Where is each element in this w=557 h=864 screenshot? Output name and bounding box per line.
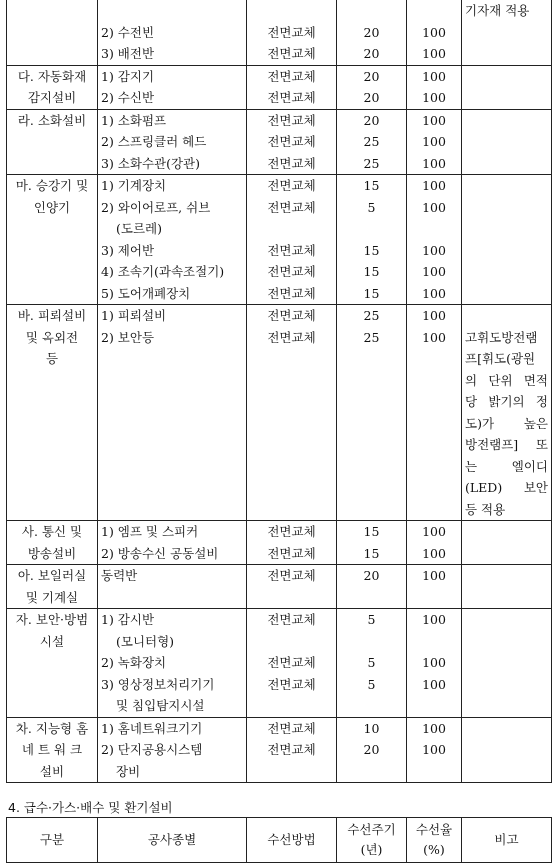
work-type-item: 1) 감시반: [101, 612, 155, 627]
category-line: 다. 자동화재: [17, 68, 87, 84]
category-line: 및 옥외전: [25, 329, 79, 345]
cycle-value: 15: [363, 264, 380, 279]
table-row: [7, 305, 552, 521]
header-category: 구분: [7, 818, 98, 863]
repair-schedule-body: [7, 0, 552, 783]
rate-value: 100: [422, 655, 446, 670]
rate-cell: [407, 65, 462, 109]
method-value: 전면교체: [267, 329, 316, 345]
rate-value: 100: [422, 199, 446, 215]
cycle-cell: [337, 109, 407, 175]
category-line: 라. 소화설비: [17, 112, 87, 128]
rate-value: 100: [422, 329, 446, 345]
note-line: 도)가 높은: [465, 415, 548, 431]
header-cycle-line1: 수선주기: [347, 822, 396, 837]
cycle-value: 20: [363, 46, 380, 61]
note-line: 는 엘이디: [465, 458, 548, 474]
work-type-cell: [98, 109, 247, 175]
rate-value: 100: [422, 155, 446, 171]
work-type-item-cont: 및 침입탐지시설: [116, 698, 205, 713]
table-row: [7, 717, 552, 783]
spacer: [465, 305, 548, 327]
rate-value: 100: [422, 308, 446, 323]
table-row: [7, 175, 552, 305]
cycle-value: 20: [363, 568, 380, 583]
spacer: [410, 631, 458, 653]
note-cell: [462, 565, 552, 609]
work-type-item: 1) 감지기: [101, 68, 155, 84]
method-cell: [247, 109, 337, 175]
rate-value: [410, 0, 458, 22]
cycle-value: 15: [363, 524, 380, 539]
work-type-item-cont: (도르레): [116, 221, 162, 236]
cycle-value: 20: [363, 112, 380, 128]
cycle-cell: [337, 521, 407, 565]
work-type-item: 2) 수신반: [101, 90, 155, 105]
cycle-value: 20: [363, 24, 380, 40]
spacer: [340, 218, 403, 240]
cycle-value: 25: [363, 329, 380, 345]
rate-cell: [407, 175, 462, 305]
method-cell: [247, 175, 337, 305]
rate-value: 100: [422, 242, 446, 258]
rate-value: 100: [422, 264, 446, 279]
category-line: 마. 승강기 및: [15, 178, 89, 193]
rate-cell: [407, 109, 462, 175]
category-line: 방송설비: [27, 545, 77, 561]
rate-cell: [407, 609, 462, 718]
work-type-item: 3) 배전반: [101, 46, 155, 61]
method-value: 전면교체: [267, 264, 316, 279]
cycle-cell: [337, 305, 407, 521]
cycle-value: 5: [367, 676, 376, 692]
note-cell: [462, 609, 552, 718]
work-type-item: 2) 방송수신 공동설비: [101, 545, 219, 561]
table-row: [7, 565, 552, 609]
spacer: [250, 695, 333, 717]
cycle-value: 5: [367, 655, 376, 670]
cycle-value: 15: [363, 545, 380, 561]
work-type-item: 3) 소화수관(강관): [101, 155, 201, 171]
method-value: 전면교체: [267, 720, 316, 736]
category-cell: [7, 565, 98, 609]
work-type-item-cont: (모니터형): [116, 633, 175, 649]
header-row: [7, 818, 552, 863]
method-cell: [247, 609, 337, 718]
cycle-value: 15: [363, 178, 380, 193]
method-value: 전면교체: [267, 24, 316, 40]
work-type-cell: [98, 0, 247, 65]
cycle-cell: [337, 0, 407, 65]
work-type-item: 5) 도어개폐장치: [101, 285, 191, 301]
method-value: 전면교체: [267, 676, 316, 692]
rate-value: 100: [422, 524, 446, 539]
note-cell: [462, 0, 552, 65]
category-cell: [7, 109, 98, 175]
work-type-item: 3) 제어반: [101, 242, 155, 258]
category-cell: [7, 609, 98, 718]
spacer: [250, 218, 333, 240]
rate-value: 100: [422, 112, 446, 128]
spacer: [250, 631, 333, 653]
note-line: (LED) 보안: [465, 480, 548, 495]
cycle-value: 25: [363, 308, 380, 323]
rate-value: 100: [422, 285, 446, 301]
rate-cell: [407, 565, 462, 609]
method-value: 전면교체: [267, 155, 316, 171]
category-cell: [7, 717, 98, 783]
table-row: [7, 0, 552, 65]
cycle-value: 20: [363, 68, 380, 84]
method-value: 전면교체: [267, 90, 316, 105]
category-line: 및 기계실: [25, 589, 79, 605]
cycle-value: 10: [363, 720, 380, 736]
rate-cell: [407, 305, 462, 521]
category-line: 등: [45, 351, 59, 366]
method-cell: [247, 0, 337, 65]
table-row: [7, 65, 552, 109]
cycle-cell: [337, 65, 407, 109]
cycle-value: [340, 0, 403, 22]
method-cell: [247, 305, 337, 521]
table-row: [7, 521, 552, 565]
header-rate: [407, 818, 462, 863]
cycle-value: 15: [363, 242, 380, 258]
method-value: 전면교체: [267, 612, 316, 627]
work-type-cell: [98, 609, 247, 718]
repair-schedule-table: [6, 0, 552, 783]
category-line: 사. 통신 및: [21, 524, 83, 539]
method-cell: [247, 521, 337, 565]
section4-header-table: [6, 817, 552, 863]
method-value: 전면교체: [267, 199, 316, 215]
rate-value: 100: [422, 178, 446, 193]
note-line: 프[휘도(광원: [465, 351, 536, 366]
category-cell: [7, 305, 98, 521]
work-type-item: [101, 0, 243, 22]
work-type-item-cont: 장비: [116, 763, 141, 779]
cycle-cell: [337, 175, 407, 305]
header-work-type: 공사종별: [98, 818, 247, 863]
work-type-item: 1) 홈네트워크기기: [101, 720, 203, 736]
cycle-value: 25: [363, 155, 380, 171]
work-type-cell: [98, 717, 247, 783]
cycle-value: 5: [367, 612, 376, 627]
note-line: 고휘도방전램: [465, 329, 538, 345]
work-type-item: 2) 수전빈: [101, 24, 155, 40]
category-line: 네 트 워 크: [21, 742, 83, 757]
table-row: [7, 609, 552, 718]
work-type-item: 1) 피뢰설비: [101, 308, 167, 323]
method-value: 전면교체: [267, 178, 316, 193]
rate-value: 100: [422, 134, 446, 149]
header-rate-line1: 수선율: [415, 822, 453, 837]
category-line: 시설: [39, 633, 65, 649]
category-line: 자. 보안·방범: [15, 612, 89, 627]
cycle-cell: [337, 565, 407, 609]
section-title: 4. 급수·가스·배수 및 환기설비: [8, 800, 173, 815]
spacer: [340, 761, 403, 783]
cycle-cell: [337, 609, 407, 718]
work-type-item: 4) 조속기(과속조절기): [101, 264, 225, 279]
cycle-value: 25: [363, 134, 380, 149]
rate-cell: [407, 521, 462, 565]
note-line: 방전램프] 또: [465, 437, 548, 452]
note-cell: [462, 65, 552, 109]
category-line: 바. 피뢰설비: [17, 308, 87, 323]
spacer: [410, 761, 458, 783]
note-cell: [462, 175, 552, 305]
spacer: [250, 761, 333, 783]
rate-value: 100: [422, 90, 446, 105]
rate-value: 100: [422, 676, 446, 692]
header-method: 수선방법: [247, 818, 337, 863]
work-type-cell: [98, 65, 247, 109]
rate-value: 100: [422, 612, 446, 627]
method-value: 전면교체: [267, 242, 316, 258]
method-value: 전면교체: [267, 285, 316, 301]
category-cell: [7, 0, 98, 65]
note-line: 당 밝기의 정: [465, 394, 548, 409]
method-value: 전면교체: [267, 46, 316, 61]
header-rate-line2: (%): [423, 842, 445, 857]
category-line: 감지설비: [27, 90, 77, 105]
work-type-cell: [98, 175, 247, 305]
cycle-value: 5: [367, 199, 376, 215]
cycle-cell: [337, 717, 407, 783]
category-cell: [7, 521, 98, 565]
category-line: 인양기: [33, 199, 71, 215]
rate-value: 100: [422, 545, 446, 561]
category-cell: [7, 65, 98, 109]
work-type-item: 3) 영상정보처리기기: [101, 676, 215, 692]
work-type-item: 2) 와이어로프, 쉬브: [101, 199, 211, 215]
note-cell: [462, 109, 552, 175]
cycle-value: 20: [363, 90, 380, 105]
rate-cell: [407, 0, 462, 65]
method-value: 전면교체: [267, 742, 316, 757]
note-cell: [462, 521, 552, 565]
spacer: [340, 695, 403, 717]
rate-value: 100: [422, 68, 446, 84]
work-type-item: 1) 소화펌프: [101, 112, 167, 128]
note-line: 등 적용: [465, 501, 506, 517]
rate-value: 100: [422, 742, 446, 757]
header-cycle: [337, 818, 407, 863]
rate-cell: [407, 717, 462, 783]
header-note: 비고: [462, 818, 552, 863]
note-line: 기자재 적용: [465, 3, 530, 18]
note-cell: [462, 717, 552, 783]
spacer: [410, 695, 458, 717]
note-line: 의 단위 면적: [465, 372, 548, 388]
work-type-item: 2) 스프링클러 헤드: [101, 134, 207, 149]
category-line: 차. 지능형 홈: [15, 720, 89, 736]
header-cycle-line2: (년): [360, 842, 383, 857]
spacer: [410, 218, 458, 240]
method-cell: [247, 565, 337, 609]
rate-value: 100: [422, 24, 446, 40]
work-type-item: 2) 녹화장치: [101, 655, 167, 670]
category-line: 설비: [39, 763, 65, 779]
work-type-item: 1) 엠프 및 스피커: [101, 524, 199, 539]
method-value: 전면교체: [267, 134, 316, 149]
note-cell: [462, 305, 552, 521]
method-value: 전면교체: [267, 308, 316, 323]
method-value: 전면교체: [267, 524, 316, 539]
table-row: [7, 109, 552, 175]
rate-value: 100: [422, 568, 446, 583]
method-cell: [247, 65, 337, 109]
work-type-item: 2) 보안등: [101, 329, 155, 345]
cycle-value: 15: [363, 285, 380, 301]
method-value: 전면교체: [267, 655, 316, 670]
rate-value: 100: [422, 46, 446, 61]
method-value: 전면교체: [267, 68, 316, 84]
work-type-cell: [98, 565, 247, 609]
category-cell: [7, 175, 98, 305]
category-line: 아. 보일러실: [17, 568, 87, 583]
method-cell: [247, 717, 337, 783]
work-type-item: 1) 기계장치: [101, 178, 167, 193]
work-type-cell: [98, 521, 247, 565]
spacer: [340, 631, 403, 653]
method-value: [250, 0, 333, 22]
method-value: 전면교체: [267, 545, 316, 561]
rate-value: 100: [422, 720, 446, 736]
method-value: 전면교체: [267, 568, 316, 583]
work-type-cell: [98, 305, 247, 521]
work-type-item: 동력반: [101, 568, 138, 583]
method-value: 전면교체: [267, 112, 316, 128]
work-type-item: 2) 단지공용시스템: [101, 742, 203, 757]
cycle-value: 20: [363, 742, 380, 757]
